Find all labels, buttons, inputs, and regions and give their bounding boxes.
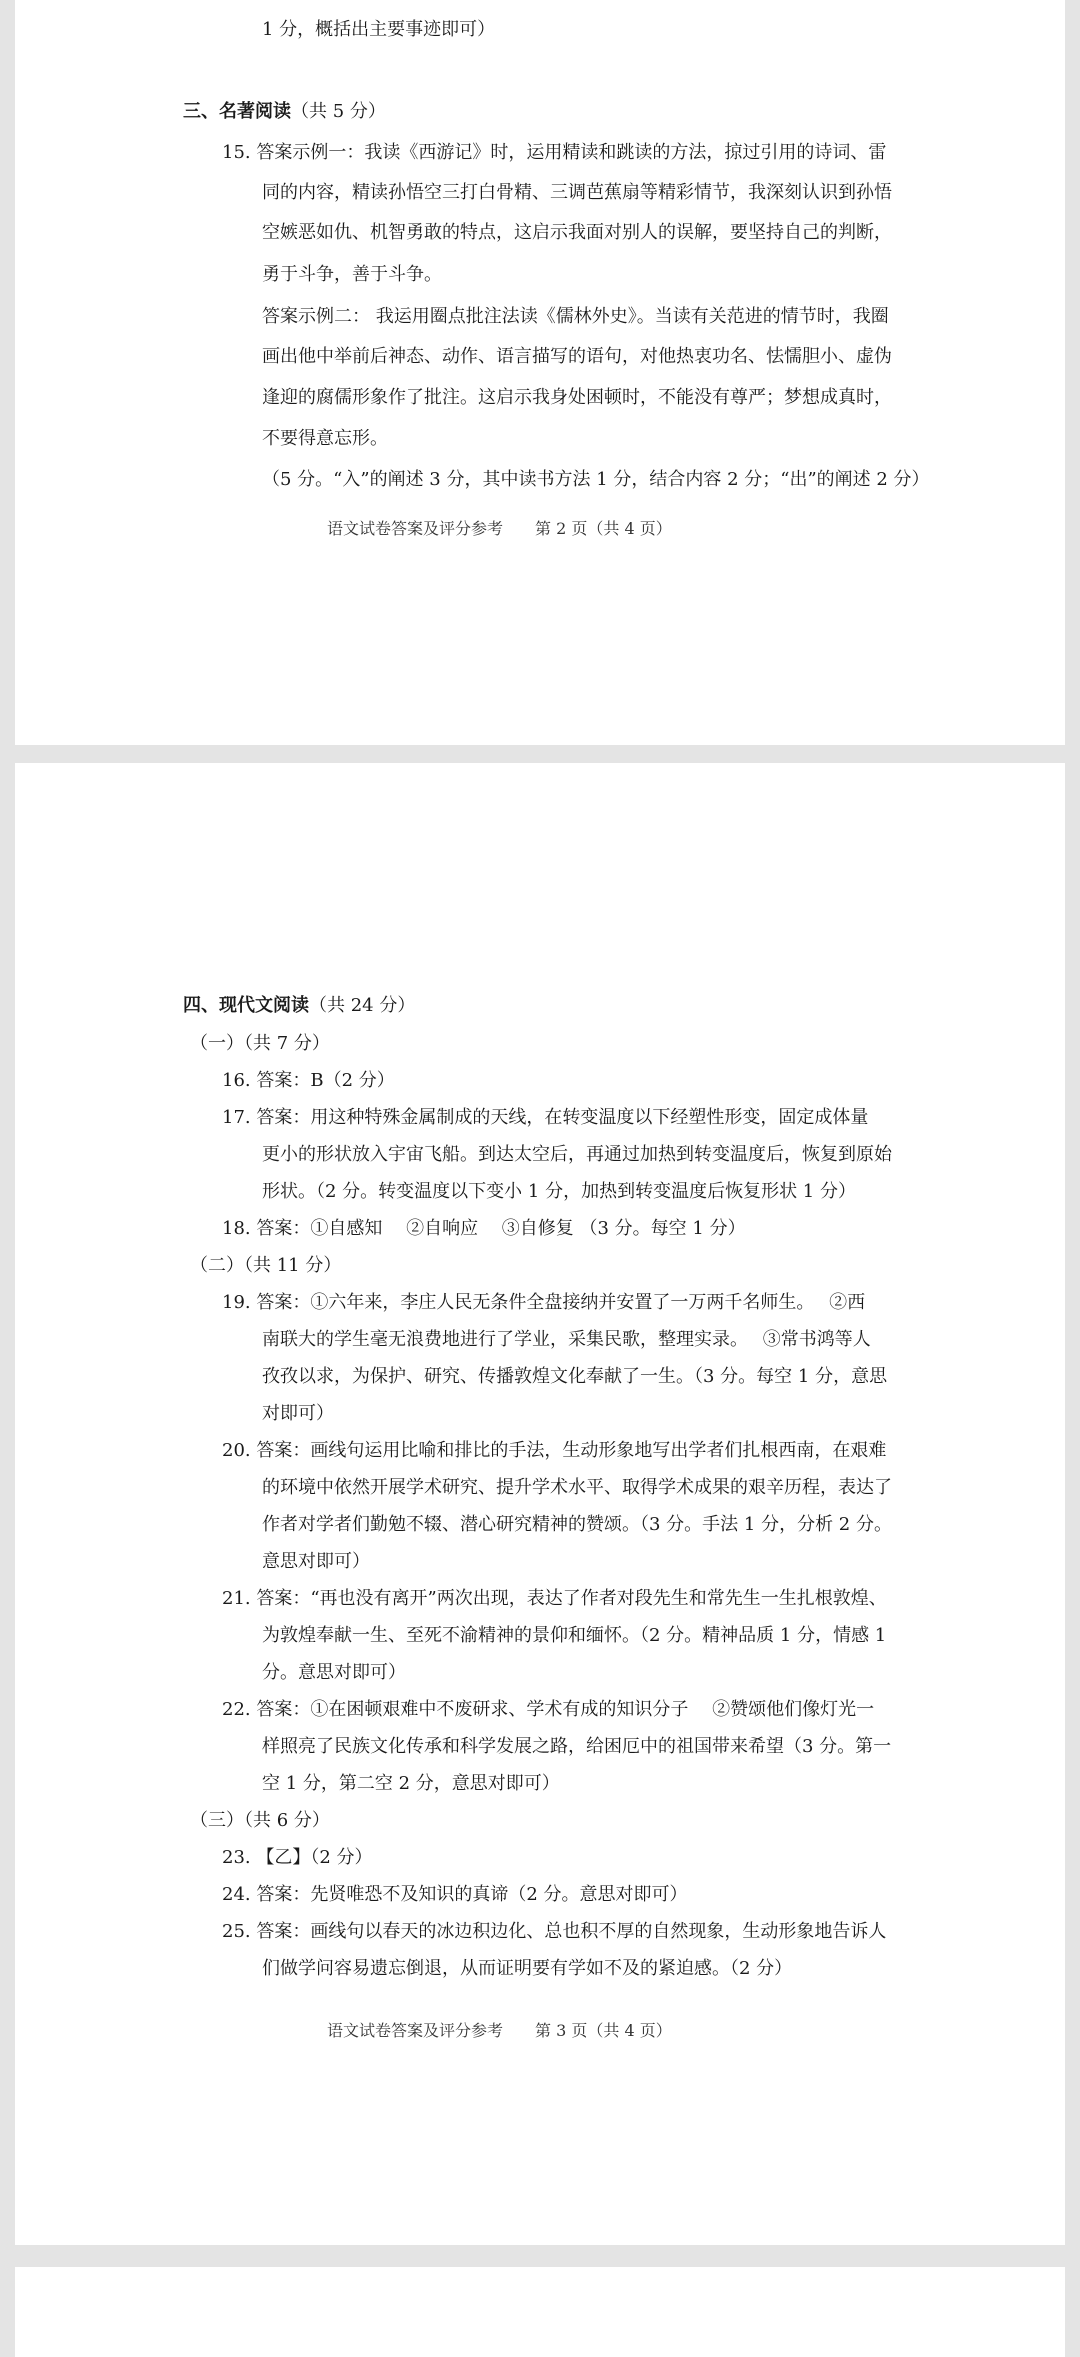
answer-line: 画出他中举前后神态、动作、语言描写的语句，对他热衷功名、怯懦胆小、虚伪 [262,346,892,367]
subsection-heading: （二）（共 11 分） [190,1255,342,1276]
subsection-heading: （一）（共 7 分） [190,1033,330,1054]
section-heading-4 [183,994,415,1018]
answer-line: 答案示例二： 我运用圈点批注法读《儒林外史》。当读有关范进的情节时，我圈 [262,306,889,327]
section-heading-3 [183,100,386,124]
answer-line: 23. 【乙】（2 分） [222,1847,373,1868]
answer-line: 作者对学者们勤勉不辍、潜心研究精神的赞颂。（3 分。手法 1 分，分析 2 分。 [262,1514,892,1535]
section-title: 三、名著阅读 [183,101,291,122]
answer-line: 22. 答案：①在困顿艰难中不废研求、学术有成的知识分子 ②赞颂他们像灯光一 [222,1699,875,1720]
answer-line: 不要得意忘形。 [262,428,388,449]
answer-line: 空 1 分，第二空 2 分，意思对即可） [262,1773,560,1794]
subsection-heading: （三）（共 6 分） [190,1810,330,1831]
answer-line: 逢迎的腐儒形象作了批注。这启示我身处困顿时，不能没有尊严；梦想成真时， [262,387,892,408]
answer-line: 同的内容，精读孙悟空三打白骨精、三调芭蕉扇等精彩情节，我深刻认识到孙悟 [262,182,892,203]
continued-text-line: 1 分，概括出主要事迹即可） [262,19,496,40]
page-footer: 语文试卷答案及评分参考 第 3 页（共 4 页） [327,2021,672,2040]
section-title: 四、现代文阅读 [183,995,309,1016]
answer-line: 南联大的学生毫无浪费地进行了学业，采集民歌，整理实录。 ③常书鸿等人 [262,1329,871,1350]
section-points: （共 24 分） [309,995,416,1016]
document-page-4 [15,2267,1065,2357]
answer-line: 16. 答案：B（2 分） [222,1070,395,1091]
answer-line: 对即可） [262,1403,334,1424]
answer-line: 18. 答案：①自感知 ②自响应 ③自修复 （3 分。每空 1 分） [222,1218,746,1239]
answer-line: 21. 答案：“再也没有离开”两次出现，表达了作者对段先生和常先生一生扎根敦煌、 [222,1588,887,1609]
answer-line: 24. 答案：先贤唯恐不及知识的真谛（2 分。意思对即可） [222,1884,688,1905]
answer-line: 分。意思对即可） [262,1662,406,1683]
answer-line: 样照亮了民族文化传承和科学发展之路，给困厄中的祖国带来希望（3 分。第一 [262,1736,892,1757]
answer-line: 20. 答案：画线句运用比喻和排比的手法，生动形象地写出学者们扎根西南，在艰难 [222,1440,887,1461]
answer-line: 19. 答案：①六年来，李庄人民无条件全盘接纳并安置了一万两千名师生。 ②西 [222,1292,866,1313]
answer-line: 更小的形状放入宇宙飞船。到达太空后，再通过加热到转变温度后，恢复到原始 [262,1144,892,1165]
scoring-note: （5 分。“入”的阐述 3 分，其中读书方法 1 分，结合内容 2 分；“出”的阐述 2 分） [262,469,930,490]
document-page-3 [15,763,1065,2245]
answer-line: 的环境中依然开展学术研究、提升学术水平、取得学术成果的艰辛历程，表达了 [262,1477,892,1498]
answer-line: 17. 答案：用这种特殊金属制成的天线，在转变温度以下经塑性形变，固定成体量 [222,1107,869,1128]
document-page-2 [15,0,1065,745]
answer-line: 25. 答案：画线句以春天的冰边积边化、总也积不厚的自然现象，生动形象地告诉人 [222,1921,887,1942]
answer-line: 空嫉恶如仇、机智勇敢的特点，这启示我面对别人的误解，要坚持自己的判断， [262,222,892,243]
answer-line: 意思对即可） [262,1551,370,1572]
page-footer: 语文试卷答案及评分参考 第 2 页（共 4 页） [327,519,672,538]
section-points: （共 5 分） [291,101,386,122]
answer-line: 15. 答案示例一：我读《西游记》时，运用精读和跳读的方法，掠过引用的诗词、雷 [222,142,887,163]
answer-line: 们做学问容易遗忘倒退，从而证明要有学如不及的紧迫感。（2 分） [262,1958,793,1979]
answer-line: 形状。（2 分。转变温度以下变小 1 分，加热到转变温度后恢复形状 1 分） [262,1181,856,1202]
answer-line: 勇于斗争，善于斗争。 [262,264,442,285]
answer-line: 孜孜以求，为保护、研究、传播敦煌文化奉献了一生。（3 分。每空 1 分，意思 [262,1366,888,1387]
answer-line: 为敦煌奉献一生、至死不渝精神的景仰和缅怀。（2 分。精神品质 1 分，情感 1 [262,1625,887,1646]
